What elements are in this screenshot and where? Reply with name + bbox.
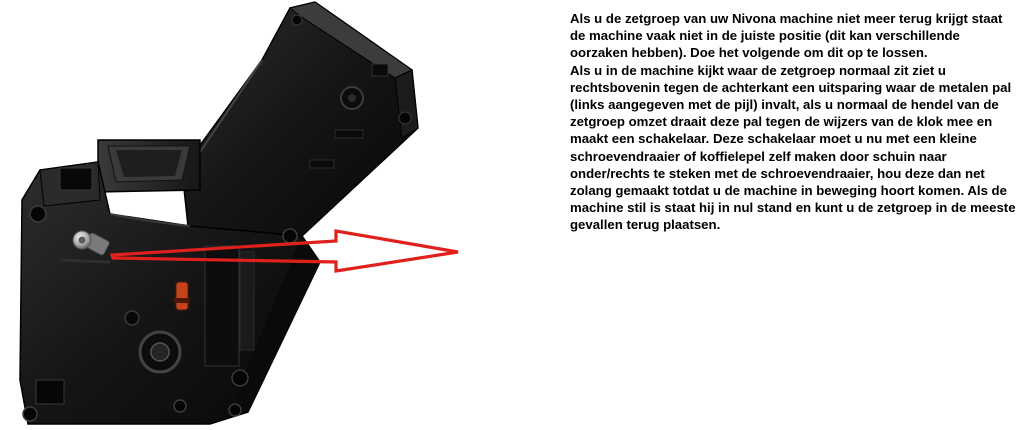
upper-column <box>182 2 418 236</box>
funnel <box>98 140 200 192</box>
instruction-paragraph-1: Als u de zetgroep van uw Nivona machine niet meer terug krijgt staat de machine vaak niet in de juiste positie (dit kan verschillende oorzaken hebben). Doe het volgende om dit op te lossen. <box>570 11 1003 61</box>
instruction-text <box>570 10 1018 234</box>
instruction-paragraph-2: Als u in de machine kijkt waar de zetgroep normaal zit ziet u rechtsbovenin tegen de achterkant een uitsparing waar de metalen pal (links aangegeven met de pijl) invalt, als u normaal de hendel van de zetgroep omzet draait deze pal tegen de wijzers van de klok mee en maakt een schakelaar. Deze schakelaar moet u nu met een kleine schroevendraaier of koffielepel zelf maken door schuin naar onder/rechts te steken met de schroevendraaier, hou deze dan net zolang gemaakt totdat u de machine in beweging hoort komen. Als de machine stil is staat hij in nul stand en kunt u de zetgroep in de meeste gevallen terug plaatsen. <box>570 62 1016 233</box>
